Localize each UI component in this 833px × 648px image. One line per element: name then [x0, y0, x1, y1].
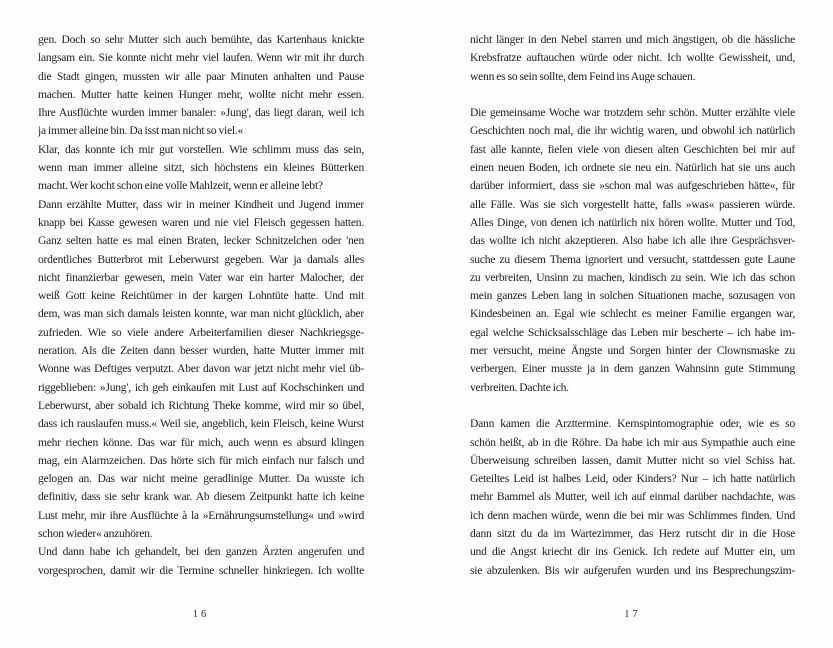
page-left-text [38, 31, 364, 580]
text-line: verbreiten. Dachte ich. [470, 380, 569, 394]
text-line: zufrieden. Wie so viele andere Arbeiterfamilien dieser Nachkriegsge- [38, 325, 364, 339]
text-line: verbergen. Einer musste ja in dem ganzen Wahnsinn gute Stimmung [470, 362, 795, 376]
text-line: Geschichten noch mal, die ihr wichtig waren, und obwohl ich natürlich [470, 124, 795, 138]
text-line: langsam ein. Sie konnte nicht mehr viel laufen. Wenn wir mit ihr durch [38, 51, 364, 65]
page-number-left: 16 [192, 609, 210, 620]
text-line: gelogen an. Das war nicht meine geradlinige Mutter. Da wusste ich [38, 472, 364, 486]
text-line: einen neuen Boden, ich ordnete sie neu ein. Natürlich hat sie uns auch [470, 161, 795, 175]
text-line: ja immer alleine bin. Da isst man nicht so viel.« [38, 124, 244, 138]
text-line: gen. Doch so sehr Mutter sich auch bemühte, das Kartenhaus knickte [38, 33, 364, 46]
text-line: fast alle kannte, fielen viele von diesen alten Geschichten bei mir auf [470, 142, 795, 156]
page-right-text [470, 31, 795, 580]
text-line: riggeblieben: »Jung', ich geh einkaufen mit Lust auf Kochschinken und [38, 380, 364, 394]
text-line: die Stadt gingen, mussten wir alle paar Minuten anhalten und Pause [38, 69, 364, 83]
text-line: Dann kamen die Arzttermine. Kernspintomographie oder, wie es so [470, 417, 795, 431]
text-line: mer versucht, meine Ängste und Sorgen hinter der Clownsmaske zu [470, 344, 795, 358]
text-line: definitiv, dass sie sehr krank war. Ab diesem Zeitpunkt hatte ich keine [38, 490, 364, 504]
text-line: Ihre Ausflüchte wurden immer banaler: »Jung', das liegt daran, weil ich [38, 106, 364, 120]
text-line: mag, ein Alarmzeichen. Das hörte sich für mich einfach nur falsch und [38, 453, 364, 467]
text-line: dass ich rauslaufen muss.« Weil sie, angeblich, kein Fleisch, keine Wurst [38, 417, 364, 431]
text-line: Ganz selten hatte es mal einen Braten, lecker Schnitzelchen oder 'nen [38, 234, 364, 248]
text-line: schön heißt, ab in die Röhre. Da habe ich mir aus Sympathie auch eine [470, 435, 795, 449]
text-line: ordentliches Butterbrot mit Leberwurst gegeben. War ja damals alles [38, 252, 364, 266]
text-line: Die gemeinsame Woche war trotzdem sehr schön. Mutter erzählte viele [470, 106, 795, 120]
text-line: darüber informiert, dass sie »schon mal was aufgeschrieben hätte«, für [470, 179, 795, 193]
text-line: Und dann habe ich gehandelt, bei den ganzen Ärzten angerufen und [38, 545, 364, 559]
text-line: machen. Mutter hatte keinen Hunger mehr, wollte nicht mehr essen. [38, 87, 364, 101]
text-line: Lust mehr, mir ihre Ausflüchte à la »Ernährungsumstellung« und »wird [38, 508, 364, 522]
text-line: sie abzulenken. Bis wir aufgerufen wurden und ins Besprechungszim- [470, 563, 795, 577]
text-line: Klar, das konnte ich mir gut vorstellen. Wie schlimm muss das sein, [38, 142, 364, 156]
text-line: Wonne was Deftiges verputzt. Aber davon war jetzt nicht mehr viel üb- [38, 362, 364, 376]
text-line: nicht länger in den Nebel starren und mich ängstigen, ob die hässliche [470, 33, 795, 46]
text-line: nicht finanzierbar gewesen, mein Vater war ein harter Malocher, der [38, 270, 364, 284]
text-line: ich denn machen würde, wenn die bei mir was Schlimmes finden. Und [470, 508, 795, 522]
text-line: Kindesbeinen an. Egal wie schlecht es meiner Familie ergangen war, [470, 307, 795, 321]
text-line: egal welche Schicksalsschläge das Leben mir bescherte – ich habe im- [470, 325, 795, 339]
text-line: Dann erzählte Mutter, dass wir in meiner Kindheit und Jugend immer [38, 197, 364, 211]
text-line: macht. Wer kocht schon eine volle Mahlzeit, wenn er alleine lebt? [38, 179, 323, 193]
text-line: suche zu diesem Thema ignoriert und versucht, stattdessen gute Laune [470, 252, 795, 266]
text-line: mehr riechen könne. Das war für mich, auch wenn es absurd klingen [38, 435, 364, 449]
text-line: Leberwurst, aber sobald ich Richtung Theke komme, wird mir so übel, [38, 398, 364, 412]
text-line: wenn es so sein sollte, dem Feind ins Auge schauen. [470, 69, 696, 83]
blank-line [470, 86, 795, 104]
blank-line [470, 397, 795, 415]
text-line: Krebsfratze auftauchen würde oder nicht. Ich wollte Gewissheit, und, [470, 51, 795, 65]
text-line: Überweisung schreiben lassen, damit Mutter nicht so viel Schiss hat. [470, 453, 795, 467]
text-line: mehr Bammel als Mutter, weil ich auf einmal darüber nachdachte, was [470, 490, 795, 504]
text-line: neration. Als die Zeiten dann besser wurden, hatte Mutter immer mit [38, 344, 364, 358]
text-line: dem, was man sich damals leisten konnte, war man nicht glücklich, aber [38, 307, 364, 321]
text-line: knapp bei Kasse gewesen waren und nie viel Fleisch gegessen hatten. [38, 215, 364, 229]
text-line: schon wieder« anzuhören. [38, 527, 153, 541]
text-line: das wollte ich nicht akzeptieren. Also habe ich alle ihre Gesprächsver- [470, 234, 795, 248]
text-line: alle Fälle. Was sie sich vorgestellt hatte, falls »was« passieren würde. [470, 197, 795, 211]
text-line: dann sitzt du da im Wartezimmer, das Herz rutscht dir in die Hose [470, 527, 795, 541]
text-line: wenn man immer alleine sitzt, sich höchstens ein kleines Bütterken [38, 161, 364, 175]
text-line: vorgesprochen, damit wir die Termine schneller hinkriegen. Ich wollte [38, 563, 364, 577]
text-line: und die Angst kriecht dir ins Genick. Ich redete auf Mutter ein, um [470, 545, 795, 559]
text-line: zu verbreiten, Unsinn zu machen, kindisch zu sein. Wie ich das schon [470, 270, 795, 284]
text-line: Alles Dinge, von denen ich natürlich nix hören wollte. Mutter und Tod, [470, 215, 795, 229]
page-number-right: 17 [624, 609, 641, 620]
text-line: weiß Gott keine Reichtümer in der kargen Lohntüte hatte. Und mit [38, 289, 364, 303]
text-line: mein ganzes Leben lang in solchen Situationen mache, sozusagen von [470, 289, 795, 303]
text-line: Geteiltes Leid ist halbes Leid, oder Kinders? Nur – ich hatte natürlich [470, 472, 795, 486]
